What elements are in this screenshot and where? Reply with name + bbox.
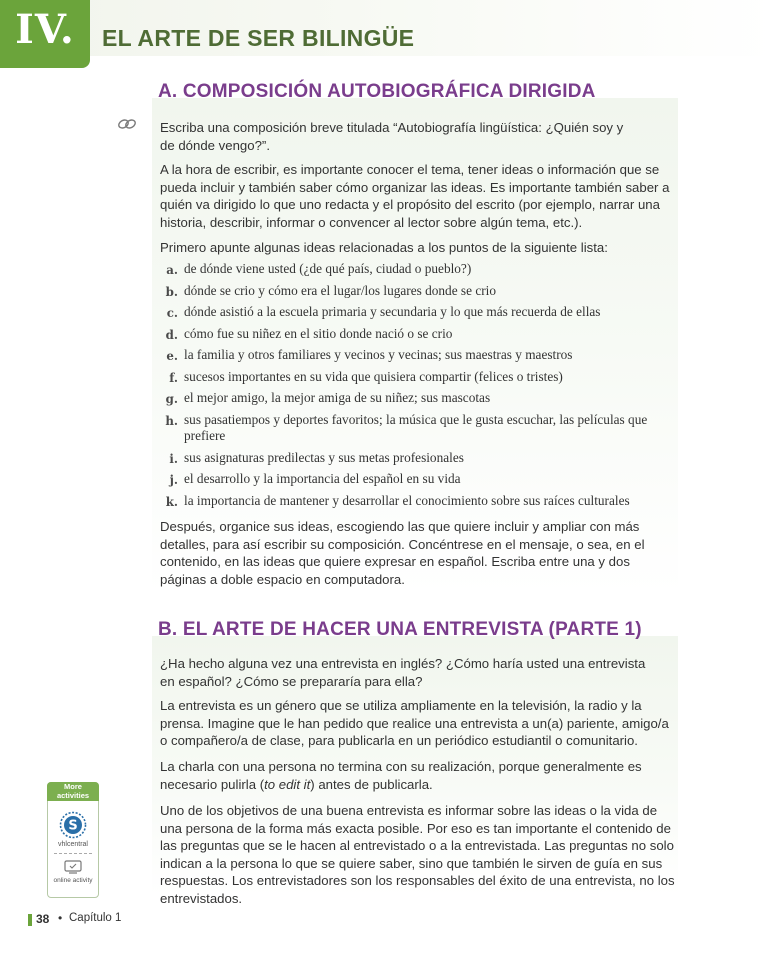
list-item-letter: k. — [165, 495, 178, 509]
list-item-text: la importancia de mantener y desarrollar el conocimiento sobre sus raíces culturales — [184, 493, 630, 508]
english-gloss: to edit it — [264, 776, 311, 792]
widget-divider — [54, 853, 92, 854]
section-a-paragraph-3: Primero apunte algunas ideas relacionadas a los puntos de la siguiente lista: — [160, 240, 608, 255]
vhlcentral-label: vhlcentral — [58, 841, 88, 848]
page-number: 38 — [36, 912, 50, 926]
section-b-paragraph-1: ¿Ha hecho alguna vez una entrevista en inglés? ¿Cómo haría usted una entrevista en español? ¿Cómo se prepararía para ella? — [160, 656, 646, 689]
list-item-text: el desarrollo y la importancia del español en su vida — [184, 471, 461, 486]
section-b-paragraph-4: Uno de los objetivos de una buena entrevista es informar sobre las ideas o la vida de una persona de la forma más exacta posible. Por eso es tan importante el contenido de las preguntas que se le hacen al entrevistado o a la entrevistada. Las preguntas no solo indican a la persona lo que se quiere saber, sino que también le sirven de guía en sus respuestas. Los entrevistadores son los responsables del éxito de una entrevista, no los entrevistados. — [160, 803, 675, 906]
paragraph-text: La charla con una persona no termina con su realización, porque generalmente es necesario pulirla ( — [160, 759, 642, 792]
online-activity-label: online activity — [53, 877, 93, 884]
list-item-letter: i. — [169, 452, 178, 466]
section-a-paragraph-4: Después, organice sus ideas, escogiendo las que quiere incluir y ampliar con más detalles, para así escribir su composición. Concéntrese en el mensaje, o sea, en el contenido, en las ideas que quiere expresar en español. Escriba entre una y dos páginas a doble espacio en computadora. — [160, 519, 645, 587]
list-item-letter: j. — [169, 473, 178, 487]
chapter-title: EL ARTE DE SER BILINGÜE — [102, 25, 415, 51]
more-activities-header: More activities — [47, 782, 99, 801]
list-item-text: cómo fue su niñez en el sitio donde nació o se crio — [184, 326, 453, 341]
list-item-letter: h. — [165, 414, 178, 428]
list-item-letter: b. — [165, 285, 178, 299]
list-item-text: sus pasatiempos y deportes favoritos; la música que le gusta escuchar, las películas que prefiere — [184, 412, 648, 444]
section-b-title: B. EL ARTE DE HACER UNA ENTREVISTA (PARTE 1) — [158, 619, 642, 640]
list-item-letter: g. — [165, 392, 178, 406]
online-screen-icon[interactable] — [64, 860, 82, 874]
footer-accent-bar — [28, 914, 32, 926]
vhlcentral-s-logo-icon[interactable] — [59, 811, 87, 839]
list-item-text: sus asignaturas predilectas y sus metas profesionales — [184, 450, 464, 465]
list-item-text: dónde se crio y cómo era el lugar/los lugares donde se crio — [184, 283, 497, 298]
footer-chapter: Capítulo 1 — [69, 912, 122, 924]
list-item-letter: d. — [165, 328, 178, 342]
list-item-letter: e. — [166, 349, 178, 363]
list-item-text: de dónde viene usted (¿de qué país, ciudad o pueblo?) — [184, 261, 472, 276]
paragraph-text: ) antes de publicarla. — [310, 776, 433, 792]
list-item-text: sucesos importantes en su vida que quisiera compartir (felices o tristes) — [184, 369, 563, 384]
chapter-numeral: IV. — [15, 6, 75, 53]
section-a-title: A. COMPOSICIÓN AUTOBIOGRÁFICA DIRIGIDA — [158, 81, 596, 102]
list-item-text: dónde asistió a la escuela primaria y secundaria y lo que más recuerda de ellas — [184, 304, 601, 319]
vhl-logo-letter: S — [68, 818, 78, 834]
section-b-paragraph-2: La entrevista es un género que se utiliza ampliamente en la televisión, la radio y la prensa. Imagine que le han pedido que realice una entrevista a un(a) pariente, amigo/a o compañero/a de clase, para publicarla en un periódico estudiantil o comunitario. — [160, 698, 669, 749]
footer-separator: • — [58, 911, 63, 925]
list-item-letter: c. — [166, 306, 178, 320]
more-activities-widget[interactable] — [47, 782, 99, 898]
chapter-tab — [0, 0, 90, 68]
section-a-paragraph-2: A la hora de escribir, es importante conocer el tema, tener ideas o información que se pueda incluir y también saber cómo organizar las ideas. Es importante también saber a quién va dirigido lo que uno redacta y el propósito del escrito (por ejemplo, narrar una historia, describir, informar o convencer al lector sobre algún tema, etc.). — [160, 162, 670, 230]
link-chain-icon — [117, 117, 137, 131]
list-item-text: la familia y otros familiares y vecinos y vecinas; sus maestras y maestros — [184, 347, 573, 362]
list-item-letter: a. — [166, 263, 178, 277]
list-item-letter: f. — [169, 371, 178, 385]
section-b-paragraph-3 — [160, 758, 650, 793]
section-a-intro: Escriba una composición breve titulada “Autobiografía lingüística: ¿Quién soy y de dónde vengo?”. — [160, 120, 624, 153]
list-item-text: el mejor amigo, la mejor amiga de su niñez; sus mascotas — [184, 390, 491, 405]
